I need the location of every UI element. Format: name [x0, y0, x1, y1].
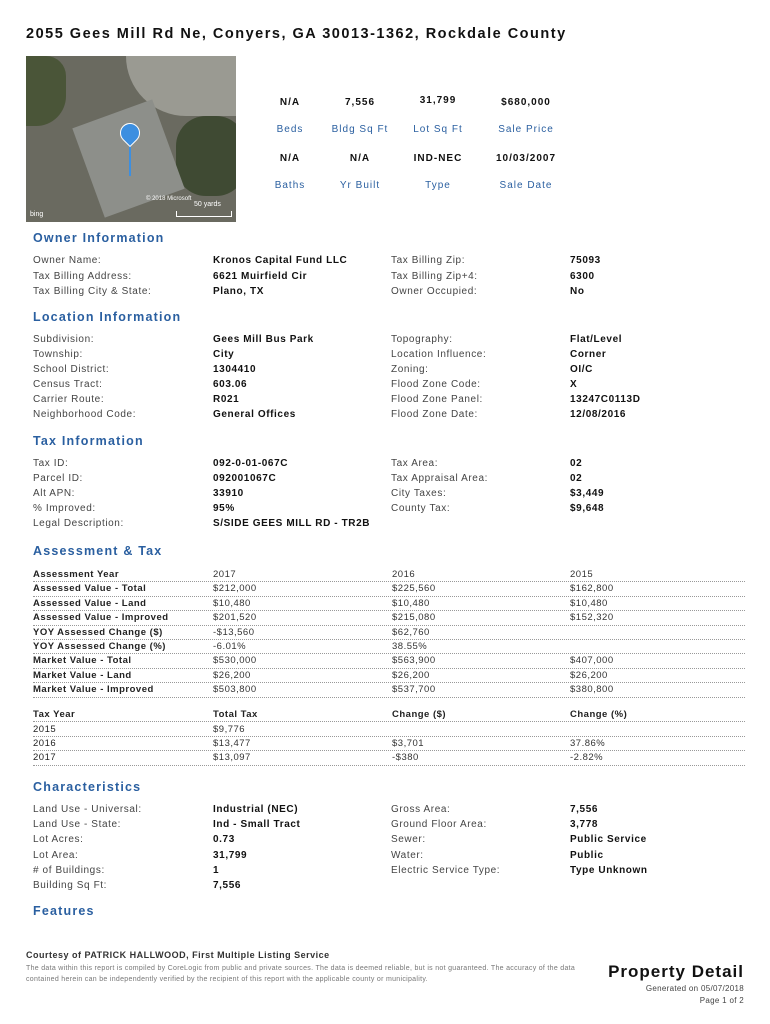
- beds-label: Beds: [276, 124, 304, 135]
- table-row: [33, 640, 745, 654]
- owner-field-value: 6621 Muirfield Cir: [213, 270, 308, 282]
- table-cell: 2016: [33, 738, 57, 749]
- tax-field-label: County Tax:: [391, 503, 451, 514]
- table-cell: YOY Assessed Change (%): [33, 641, 166, 652]
- tax-field-label: City Taxes:: [391, 488, 447, 499]
- tax-field-value: 33910: [213, 488, 244, 499]
- location-field-label: School District:: [33, 364, 110, 375]
- tax-info-heading: Tax Information: [33, 434, 144, 448]
- owner-field-label: Tax Billing City & State:: [33, 286, 152, 297]
- location-field-label: Topography:: [391, 334, 453, 345]
- page-number: Page 1 of 2: [699, 996, 744, 1005]
- location-field-value: 1304410: [213, 364, 257, 375]
- characteristics-field-label: Lot Area:: [33, 849, 79, 861]
- characteristics-field-label: Land Use - State:: [33, 819, 122, 831]
- table-cell: 2016: [392, 569, 416, 580]
- table-cell: $215,080: [392, 612, 436, 624]
- location-field-label: Location Influence:: [391, 349, 487, 360]
- table-cell: $10,480: [570, 597, 608, 609]
- lot-sqft-label: Lot Sq Ft: [413, 124, 463, 135]
- type-label: Type: [425, 180, 451, 191]
- table-cell: Assessed Value - Improved: [33, 612, 169, 624]
- table-cell: Assessed Value - Land: [33, 597, 147, 609]
- table-cell: $26,200: [392, 669, 430, 681]
- table-cell: -$380: [392, 752, 419, 764]
- tax-field-value: 092001067C: [213, 473, 277, 484]
- table-cell: 2017: [33, 752, 57, 764]
- table-row: [33, 723, 745, 737]
- report-title: Property Detail: [608, 962, 744, 981]
- location-field-value: General Offices: [213, 409, 296, 420]
- characteristics-field-value: Ind - Small Tract: [213, 819, 301, 831]
- yr-built-value: N/A: [349, 153, 371, 164]
- type-value: IND-NEC: [413, 153, 463, 164]
- table-cell: $201,520: [213, 612, 257, 624]
- characteristics-field-label: Electric Service Type:: [391, 864, 501, 876]
- table-cell: $3,701: [392, 738, 425, 749]
- location-field-label: Township:: [33, 349, 83, 360]
- table-cell: $162,800: [570, 583, 614, 595]
- location-info-heading: Location Information: [33, 310, 182, 324]
- tax-field-value: 02: [570, 458, 583, 469]
- tax-field-value: 02: [570, 473, 583, 484]
- owner-field-value: 75093: [570, 255, 601, 266]
- baths-label: Baths: [274, 180, 306, 191]
- map-trees: [176, 116, 236, 196]
- table-row: [33, 611, 745, 625]
- characteristics-field-value: Public Service: [570, 834, 647, 846]
- table-cell: Change ($): [392, 709, 447, 720]
- map-scale-bar: [176, 211, 232, 217]
- table-cell: $13,477: [213, 738, 251, 749]
- table-cell: Assessment Year: [33, 569, 120, 580]
- aerial-map[interactable]: [26, 56, 236, 222]
- table-cell: YOY Assessed Change ($): [33, 626, 163, 638]
- location-field-label: Zoning:: [391, 364, 429, 375]
- characteristics-field-value: Public: [570, 849, 604, 861]
- characteristics-field-value: 0.73: [213, 834, 235, 846]
- table-cell: $13,097: [213, 752, 251, 764]
- characteristics-field-value: 7,556: [213, 880, 242, 891]
- characteristics-field-label: Land Use - Universal:: [33, 804, 142, 815]
- tax-field-label: Tax ID:: [33, 458, 69, 469]
- table-cell: $10,480: [392, 597, 430, 609]
- tax-field-value: S/SIDE GEES MILL RD - TR2B: [213, 518, 371, 529]
- table-cell: Total Tax: [213, 709, 258, 720]
- table-cell: Change (%): [570, 709, 628, 720]
- tax-field-label: Tax Area:: [391, 458, 439, 469]
- tax-field-value: 95%: [213, 503, 235, 514]
- characteristics-field-value: Industrial (NEC): [213, 804, 299, 815]
- location-field-value: Flat/Level: [570, 334, 623, 345]
- table-row: [33, 708, 745, 722]
- location-field-value: 13247C0113D: [570, 394, 641, 405]
- page-title: 2055 Gees Mill Rd Ne, Conyers, GA 30013-1362, Rockdale County: [26, 26, 567, 42]
- location-field-label: Flood Zone Panel:: [391, 394, 483, 405]
- map-logo: bing: [30, 211, 44, 218]
- owner-info-heading: Owner Information: [33, 231, 165, 245]
- characteristics-field-label: # of Buildings:: [33, 864, 105, 876]
- characteristics-field-value: 7,556: [570, 804, 599, 815]
- courtesy-line: Courtesy of PATRICK HALLWOOD, First Multiple Listing Service: [26, 950, 330, 960]
- owner-field-value: Kronos Capital Fund LLC: [213, 255, 348, 266]
- tax-field-value: $3,449: [570, 488, 605, 499]
- table-cell: $10,480: [213, 597, 251, 609]
- characteristics-field-label: Gross Area:: [391, 804, 451, 815]
- characteristics-field-value: 3,778: [570, 819, 599, 831]
- table-row: [33, 751, 745, 765]
- generated-date: Generated on 05/07/2018: [645, 984, 744, 993]
- characteristics-field-label: Sewer:: [391, 834, 426, 846]
- table-cell: 38.55%: [392, 641, 428, 652]
- characteristics-heading: Characteristics: [33, 780, 142, 794]
- table-cell: Market Value - Land: [33, 669, 132, 681]
- table-cell: -6.01%: [213, 641, 247, 652]
- tax-field-value: 092-0-01-067C: [213, 458, 289, 469]
- table-cell: 2015: [33, 723, 57, 735]
- characteristics-field-label: Ground Floor Area:: [391, 819, 487, 831]
- tax-field-label: % Improved:: [33, 503, 96, 514]
- table-cell: 2015: [570, 569, 594, 580]
- map-copyright: © 2018 Microsoft: [146, 196, 192, 202]
- table-cell: $530,000: [213, 655, 257, 667]
- location-field-value: 12/08/2016: [570, 409, 627, 420]
- table-cell: $537,700: [392, 684, 436, 696]
- owner-field-value: 6300: [570, 270, 595, 282]
- location-field-value: X: [570, 379, 578, 390]
- tax-field-label: Alt APN:: [33, 488, 76, 499]
- location-field-value: Corner: [570, 349, 607, 360]
- table-cell: 2017: [213, 569, 237, 580]
- table-cell: $9,776: [213, 723, 246, 735]
- owner-field-label: Tax Billing Zip+4:: [391, 270, 478, 282]
- location-field-label: Flood Zone Code:: [391, 379, 481, 390]
- table-cell: $380,800: [570, 684, 614, 696]
- table-row: [33, 683, 745, 697]
- table-cell: $212,000: [213, 583, 257, 595]
- owner-field-label: Owner Name:: [33, 255, 102, 266]
- lot-sqft-value: 31,799: [419, 95, 457, 106]
- owner-field-label: Owner Occupied:: [391, 286, 478, 297]
- table-cell: $225,560: [392, 583, 436, 595]
- characteristics-field-value: Type Unknown: [570, 864, 648, 876]
- table-row: [33, 654, 745, 668]
- location-field-value: City: [213, 349, 235, 360]
- features-heading: Features: [33, 904, 95, 918]
- sale-date-value: 10/03/2007: [495, 153, 557, 164]
- owner-field-label: Tax Billing Address:: [33, 270, 132, 282]
- location-field-label: Carrier Route:: [33, 394, 105, 405]
- table-row: [33, 597, 745, 611]
- disclaimer-text: The data within this report is compiled by CoreLogic from public and private sources. The data is deemed reliable, but is not guaranteed. The accuracy of the data contained herein can be independently verified by the recipient of this report with the applicable county or municipality.: [26, 965, 576, 983]
- sale-price-label: Sale Price: [498, 124, 554, 135]
- table-cell: $26,200: [570, 669, 608, 681]
- table-cell: $152,320: [570, 612, 614, 624]
- characteristics-field-label: Building Sq Ft:: [33, 880, 108, 891]
- bldg-sqft-label: Bldg Sq Ft: [331, 124, 389, 135]
- table-cell: $62,760: [392, 626, 430, 638]
- table-cell: Tax Year: [33, 709, 76, 720]
- table-row: [33, 626, 745, 640]
- location-field-label: Neighborhood Code:: [33, 409, 137, 420]
- table-cell: $407,000: [570, 655, 614, 667]
- sale-date-label: Sale Date: [499, 180, 553, 191]
- tax-field-label: Tax Appraisal Area:: [391, 473, 489, 484]
- table-cell: 37.86%: [570, 738, 606, 749]
- owner-field-value: Plano, TX: [213, 286, 264, 297]
- owner-field-label: Tax Billing Zip:: [391, 255, 466, 266]
- table-row: [33, 669, 745, 683]
- table-cell: $26,200: [213, 669, 251, 681]
- characteristics-field-label: Water:: [391, 849, 424, 861]
- bldg-sqft-value: 7,556: [344, 97, 376, 108]
- table-cell: -$13,560: [213, 626, 255, 638]
- table-row: [33, 582, 745, 596]
- yr-built-label: Yr Built: [339, 180, 381, 191]
- table-cell: -2.82%: [570, 752, 604, 764]
- beds-value: N/A: [279, 97, 301, 108]
- location-field-value: R021: [213, 394, 240, 405]
- tax-field-label: Legal Description:: [33, 518, 124, 529]
- baths-value: N/A: [279, 153, 301, 164]
- sale-price-value: $680,000: [501, 97, 551, 108]
- tax-field-label: Parcel ID:: [33, 473, 83, 484]
- assessment-heading: Assessment & Tax: [33, 544, 163, 558]
- table-cell: $503,800: [213, 684, 257, 696]
- map-trees: [26, 56, 66, 126]
- location-field-value: Gees Mill Bus Park: [213, 334, 314, 345]
- map-scale-label: 50 yards: [194, 201, 221, 208]
- characteristics-field-label: Lot Acres:: [33, 834, 84, 846]
- table-row: [33, 568, 745, 582]
- table-row: [33, 737, 745, 751]
- owner-field-value: No: [570, 286, 585, 297]
- table-cell: $563,900: [392, 655, 436, 667]
- table-cell: Market Value - Total: [33, 655, 132, 667]
- table-cell: Assessed Value - Total: [33, 583, 147, 595]
- table-cell: Market Value - Improved: [33, 684, 154, 696]
- location-field-label: Subdivision:: [33, 334, 95, 345]
- location-field-label: Census Tract:: [33, 379, 103, 390]
- tax-field-value: $9,648: [570, 503, 605, 514]
- location-field-label: Flood Zone Date:: [391, 409, 478, 420]
- location-field-value: 603.06: [213, 379, 248, 390]
- characteristics-field-value: 1: [213, 864, 220, 876]
- characteristics-field-value: 31,799: [213, 849, 248, 861]
- location-field-value: OI/C: [570, 364, 593, 375]
